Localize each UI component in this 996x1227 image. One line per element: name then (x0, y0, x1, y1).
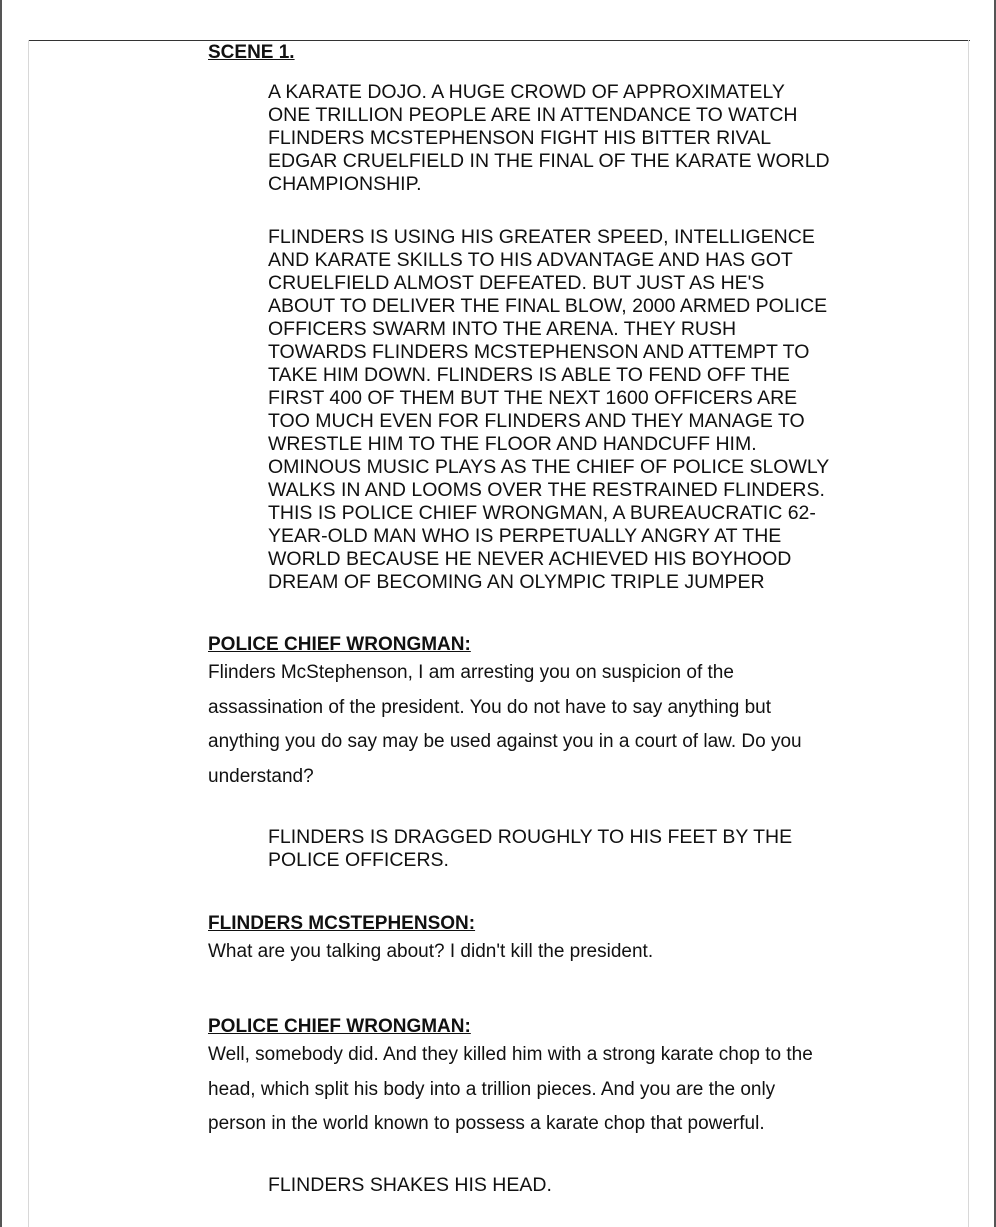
character-name-wrongman: POLICE CHIEF WRONGMAN: (208, 634, 471, 655)
dialogue-wrongman-karate-chop: Well, somebody did. And they killed him with a strong karate chop to the head, which split his body into a trillion pieces. And you are the only person in the world known to possess a karate chop that powerful. (208, 1044, 813, 1134)
character-name-flinders: FLINDERS MCSTEPHENSON: (208, 913, 476, 934)
page-top-edge (28, 40, 970, 41)
character-name-wrongman-2: POLICE CHIEF WRONGMAN: (208, 1016, 471, 1037)
dialogue-wrongman-arrest: Flinders McStephenson, I am arresting you on suspicion of the assassination of the president. You do not have to say anything but anything you do say may be used against you in a court of law. Do you understand? (208, 662, 802, 787)
action-paragraph-arrest-scene: FLINDERS IS USING HIS GREATER SPEED, INTELLIGENCE AND KARATE SKILLS TO HIS ADVANTAGE AND HAS GOT CRUELFIELD ALMOST DEFEATED. BUT JUST AS HE'S ABOUT TO DELIVER THE FINAL BLOW, 2000 ARMED POLICE OFFICERS SWARM INTO THE ARENA. THEY RUSH TOWARDS FLINDERS MCSTEPHENSON AND ATTEMPT TO TAKE HIM DOWN. FLINDERS IS ABLE TO FEND OFF THE FIRST 400 OF THEM BUT THE NEXT 1600 OFFICERS ARE TOO MUCH EVEN FOR FLINDERS AND THEY MANAGE TO WRESTLE HIM TO THE FLOOR AND HANDCUFF HIM. OMINOUS MUSIC PLAYS AS THE CHIEF OF POLICE SLOWLY WALKS IN AND LOOMS OVER THE RESTRAINED FLINDERS. THIS IS POLICE CHIEF WRONGMAN, A BUREAUCRATIC 62- YEAR-OLD MAN WHO IS PERPETUALLY ANGRY AT THE WORLD BECAUSE HE NEVER ACHIEVED HIS BOYHOOD DREAM OF BECOMING AN OLYMPIC TRIPLE JUMPER (268, 226, 830, 593)
page-left-edge (28, 40, 29, 1227)
window-left-border (0, 0, 2, 1227)
action-paragraph-dragged: FLINDERS IS DRAGGED ROUGHLY TO HIS FEET BY THE POLICE OFFICERS. (268, 826, 793, 871)
page-right-edge (968, 40, 969, 1227)
action-paragraph-shakes-head: FLINDERS SHAKES HIS HEAD. (268, 1174, 552, 1196)
dialogue-flinders-denial: What are you talking about? I didn't kill the president. (208, 941, 654, 962)
scene-heading: SCENE 1. (208, 42, 295, 63)
action-paragraph-dojo: A KARATE DOJO. A HUGE CROWD OF APPROXIMATELY ONE TRILLION PEOPLE ARE IN ATTENDANCE TO WATCH FLINDERS MCSTEPHENSON FIGHT HIS BITTER RIVAL EDGAR CRUELFIELD IN THE FINAL OF THE KARATE WORLD CHAMPIONSHIP. (268, 81, 830, 195)
